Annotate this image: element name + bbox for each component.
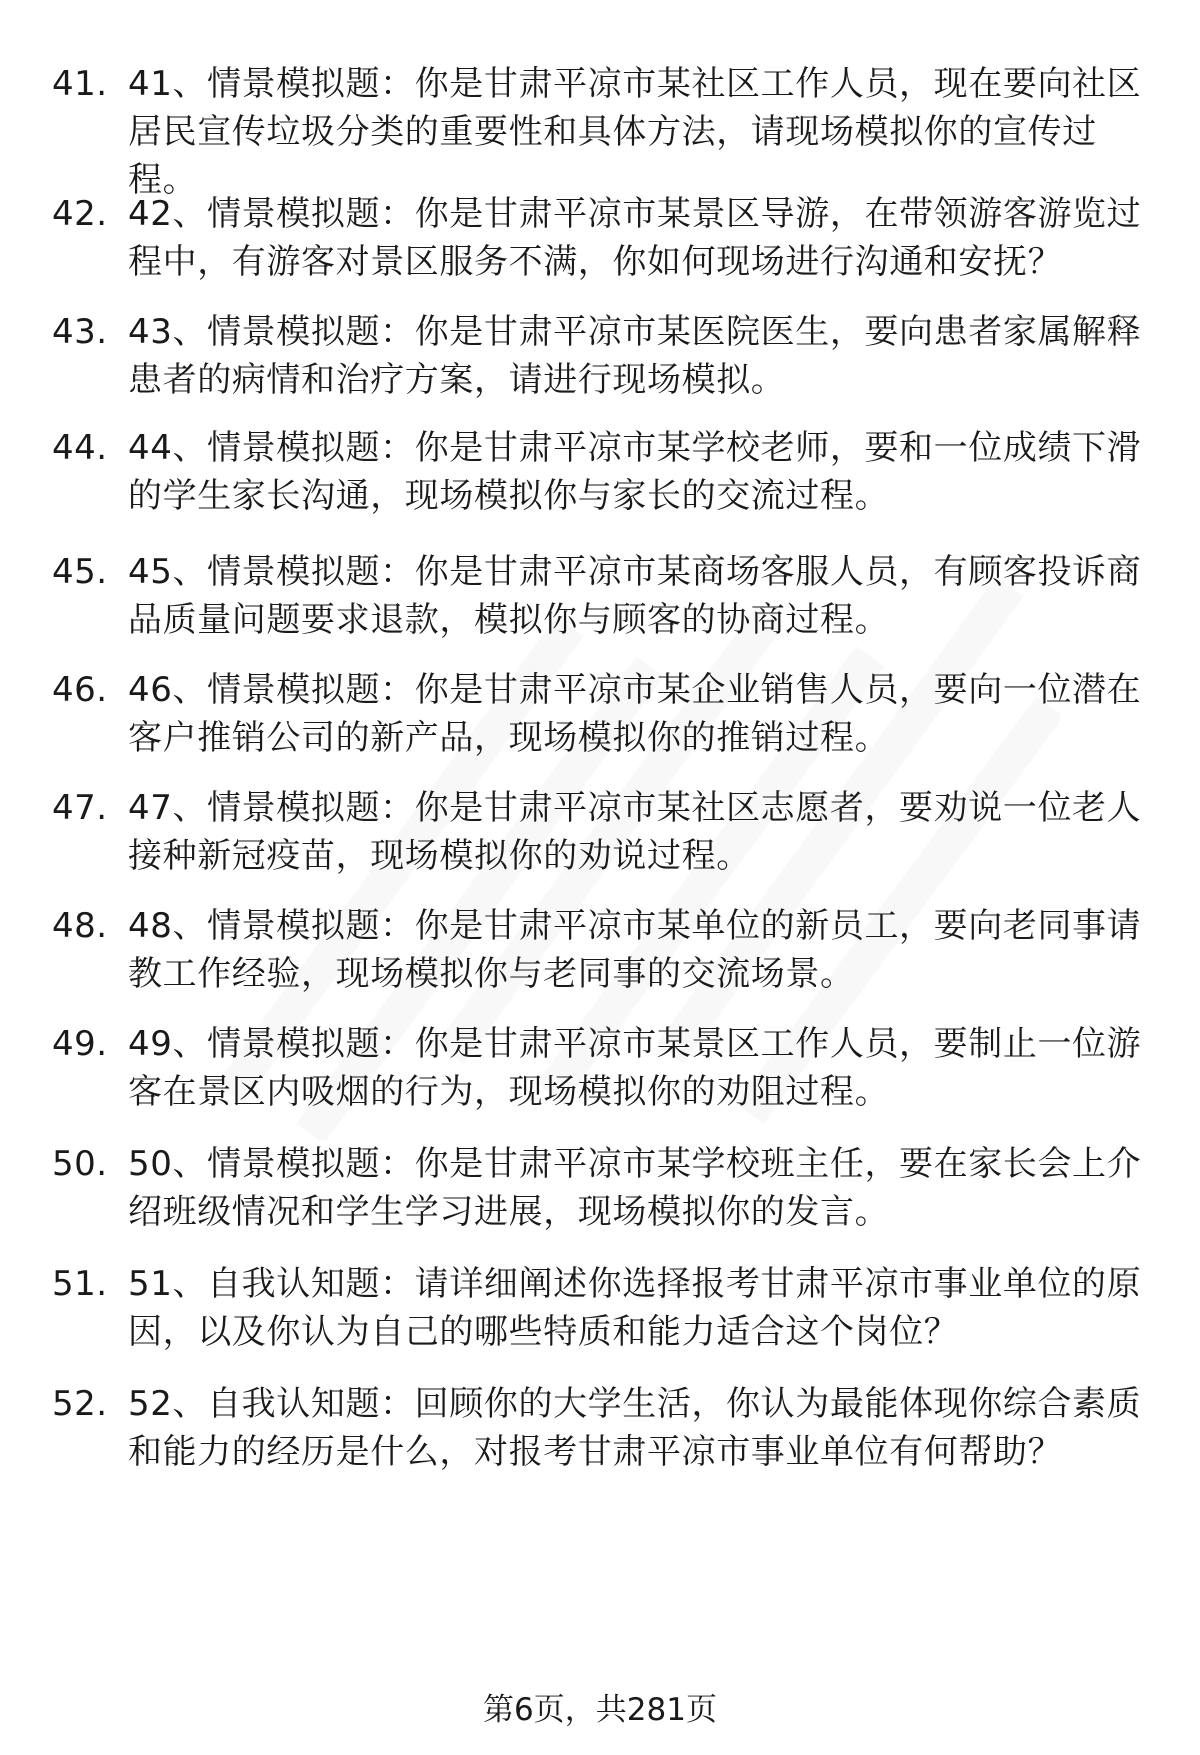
question-text: 43、情景模拟题：你是甘肃平凉市某医院医生，要向患者家属解释患者的病情和治疗方案，请进行现场模拟。 xyxy=(128,312,1142,400)
question-text: 44、情景模拟题：你是甘肃平凉市某学校老师，要和一位成绩下滑的学生家长沟通，现场模拟你与家长的交流过程。 xyxy=(128,428,1142,516)
question-text: 49、情景模拟题：你是甘肃平凉市某景区工作人员，要制止一位游客在景区内吸烟的行为，现场模拟你的劝阻过程。 xyxy=(128,1024,1142,1112)
question-item xyxy=(0,308,1200,424)
question-number: 44. xyxy=(52,428,108,468)
question-text: 41、情景模拟题：你是甘肃平凉市某社区工作人员，现在要向社区居民宣传垃圾分类的重要性和具体方法，请现场模拟你的宣传过程。 xyxy=(128,64,1142,200)
question-item xyxy=(0,902,1200,1020)
question-item xyxy=(0,190,1200,308)
question-text: 51、自我认知题：请详细阐述你选择报考甘肃平凉市事业单位的原因，以及你认为自己的哪些特质和能力适合这个岗位？ xyxy=(128,1264,1142,1352)
question-item xyxy=(0,1140,1200,1260)
question-text: 45、情景模拟题：你是甘肃平凉市某商场客服人员，有顾客投诉商品质量问题要求退款，模拟你与顾客的协商过程。 xyxy=(128,552,1142,640)
question-text: 47、情景模拟题：你是甘肃平凉市某社区志愿者，要劝说一位老人接种新冠疫苗，现场模拟你的劝说过程。 xyxy=(128,788,1142,876)
question-number: 52. xyxy=(52,1384,108,1424)
question-item xyxy=(0,548,1200,666)
question-item xyxy=(0,424,1200,548)
question-number: 43. xyxy=(52,312,108,352)
page-footer: 第6页，共281页 xyxy=(483,1692,717,1728)
question-item xyxy=(0,60,1200,200)
question-number: 50. xyxy=(52,1144,108,1184)
question-text: 48、情景模拟题：你是甘肃平凉市某单位的新员工，要向老同事请教工作经验，现场模拟你与老同事的交流场景。 xyxy=(128,906,1142,994)
question-item xyxy=(0,666,1200,784)
question-text: 46、情景模拟题：你是甘肃平凉市某企业销售人员，要向一位潜在客户推销公司的新产品，现场模拟你的推销过程。 xyxy=(128,670,1142,758)
question-number: 41. xyxy=(52,64,108,104)
question-number: 49. xyxy=(52,1024,108,1064)
question-list xyxy=(0,60,1200,1500)
question-item xyxy=(0,1020,1200,1140)
question-number: 46. xyxy=(52,670,108,710)
question-text: 50、情景模拟题：你是甘肃平凉市某学校班主任，要在家长会上介绍班级情况和学生学习进展，现场模拟你的发言。 xyxy=(128,1144,1142,1232)
question-number: 48. xyxy=(52,906,108,946)
question-text: 42、情景模拟题：你是甘肃平凉市某景区导游，在带领游客游览过程中，有游客对景区服务不满，你如何现场进行沟通和安抚？ xyxy=(128,194,1142,282)
question-text: 52、自我认知题：回顾你的大学生活，你认为最能体现你综合素质和能力的经历是什么，对报考甘肃平凉市事业单位有何帮助？ xyxy=(128,1384,1142,1472)
question-item xyxy=(0,784,1200,902)
question-number: 45. xyxy=(52,552,108,592)
question-number: 42. xyxy=(52,194,108,234)
question-item xyxy=(0,1260,1200,1380)
question-number: 51. xyxy=(52,1264,108,1304)
question-number: 47. xyxy=(52,788,108,828)
question-item xyxy=(0,1380,1200,1500)
